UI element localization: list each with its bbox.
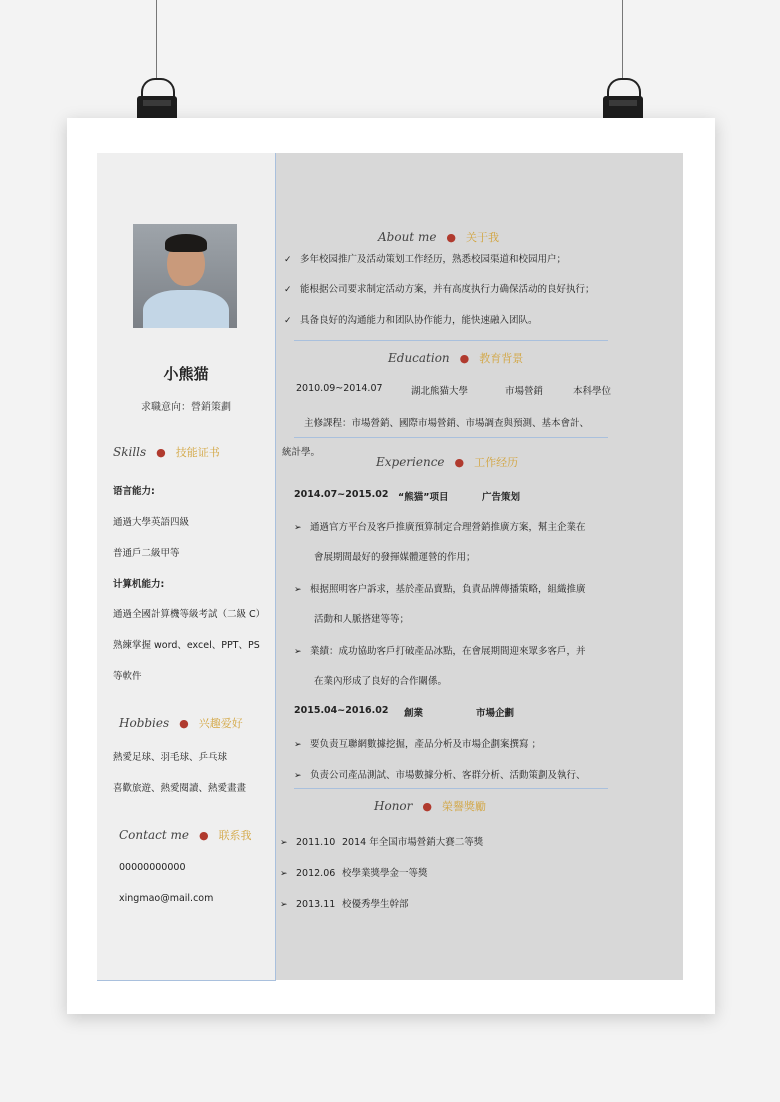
- about-item: ✓ 能根据公司要求制定活动方案，并有高度执行力确保活动的良好执行；: [284, 284, 595, 295]
- skill-item: 通過全國計算機等級考試（二級 C）: [113, 609, 266, 620]
- check-icon: ✓: [284, 255, 292, 265]
- binder-clip-left: [137, 0, 177, 135]
- job-company: 創業: [404, 708, 424, 719]
- skill-item: 语言能力:: [113, 486, 155, 497]
- section-title-en: About me: [378, 230, 437, 244]
- section-honor: [374, 798, 486, 814]
- arrow-icon: ➢: [294, 771, 302, 781]
- divider: [294, 437, 608, 438]
- section-title-cn: 关于我: [466, 231, 500, 244]
- arrow-icon: ➢: [294, 740, 302, 750]
- job-bullet-cont: 會展期間最好的發揮媒體運營的作用；: [314, 552, 476, 563]
- dot-icon: ●: [454, 455, 465, 469]
- job-role: 市場企劃: [476, 708, 515, 719]
- job-bullet: ➢ 根据照明客户訴求，基於產品賣點，負責品牌傳播策略，組織推廣: [294, 584, 586, 595]
- binder-clip-right: [603, 0, 643, 135]
- section-title-cn: 技能证书: [175, 446, 220, 459]
- honor-item: ➢ 2011.10 2014 年全国市場營銷大賽二等獎: [280, 837, 484, 848]
- check-icon: ✓: [284, 285, 292, 295]
- section-skills: [113, 444, 220, 460]
- right-column: [276, 153, 683, 980]
- arrow-icon: ➢: [280, 869, 288, 879]
- dot-icon: ●: [446, 230, 457, 244]
- dot-icon: ●: [459, 351, 470, 365]
- section-title-cn: 联系我: [218, 829, 252, 842]
- arrow-icon: ➢: [294, 647, 302, 657]
- job-company: “熊猫”项目: [398, 492, 449, 503]
- skill-item: 熟練掌握 word、excel、PPT、PS: [113, 640, 260, 651]
- honor-item: ➢ 2013.11 校優秀學生幹部: [280, 899, 409, 910]
- job-bullet: ➢ 要负责互聯網數據挖掘，產品分析及市場企劃案撰寫 ；: [294, 739, 542, 750]
- dot-icon: ●: [156, 445, 166, 459]
- person-name: 小熊猫: [163, 365, 209, 383]
- edu-period: 2010.09~2014.07: [296, 383, 383, 394]
- section-title-en: Education: [388, 351, 450, 365]
- job-bullet: ➢ 通過官方平台及客戶推廣預算制定合理營銷推廣方案，幫主企業在: [294, 522, 586, 533]
- arrow-icon: ➢: [280, 900, 288, 910]
- section-title-en: Skills: [113, 445, 147, 459]
- edu-school: 湖北熊猫大學: [411, 386, 469, 397]
- skill-item: 计算机能力:: [113, 579, 165, 590]
- contact-email: xingmao@mail.com: [119, 893, 214, 904]
- skill-item: 通過大學英語四級: [113, 517, 190, 528]
- dot-icon: ●: [179, 716, 189, 730]
- section-title-cn: 教育背景: [479, 352, 524, 365]
- skill-item: 等軟件: [113, 671, 142, 682]
- profile-photo: [133, 224, 237, 328]
- job-bullet-cont: 在業內形成了良好的合作關係。: [314, 676, 448, 687]
- section-title-cn: 榮譽獎勵: [442, 800, 486, 813]
- check-icon: ✓: [284, 316, 292, 326]
- section-title-cn: 工作经历: [474, 456, 519, 469]
- arrow-icon: ➢: [280, 838, 288, 848]
- section-title-en: Honor: [374, 799, 413, 813]
- divider: [294, 788, 608, 789]
- honor-item: ➢ 2012.06 校學業獎學金一等獎: [280, 868, 428, 879]
- contact-phone: 00000000000: [119, 862, 186, 873]
- section-title-en: Experience: [376, 455, 445, 469]
- divider: [294, 340, 608, 341]
- dot-icon: ●: [422, 799, 432, 813]
- job-bullet-cont: 活動和人脈搭建等等；: [314, 614, 410, 625]
- edu-major: 市場營銷: [505, 386, 544, 397]
- section-hobbies: [119, 715, 243, 731]
- job-period: 2014.07~2015.02: [294, 489, 389, 500]
- dot-icon: ●: [198, 828, 209, 842]
- edu-courses: 主修課程：市場營銷、國際市場營銷、市場調查與預測、基本會計、: [304, 418, 590, 429]
- edu-degree: 本科學位: [573, 386, 612, 397]
- hobby-item: 熱愛足球、羽毛球、乒乓球: [113, 752, 228, 763]
- skill-item: 普通戶二級甲等: [113, 548, 180, 559]
- section-title-en: Hobbies: [119, 716, 170, 730]
- job-intent: 求職意向：營銷策劃: [141, 402, 231, 413]
- section-title-en: Contact me: [119, 828, 189, 842]
- job-bullet: ➢ 業績：成功協助客戶打破產品冰點，在會展期間迎來眾多客戶，并: [294, 646, 586, 657]
- resume-sheet: [67, 118, 715, 1014]
- hobby-item: 喜歡旅遊、熱愛閱讀、熱愛畫畫: [113, 783, 247, 794]
- section-about: [378, 229, 499, 245]
- about-item: ✓ 具备良好的沟通能力和团队协作能力，能快速融入团队。: [284, 315, 538, 326]
- section-education: [388, 350, 523, 366]
- section-contact: [119, 827, 252, 843]
- arrow-icon: ➢: [294, 585, 302, 595]
- section-experience: [376, 454, 518, 470]
- job-bullet: ➢ 负责公司產品測試、市場數據分析、客群分析、活動策劃及執行、: [294, 770, 586, 781]
- section-title-cn: 兴趣爱好: [198, 717, 243, 730]
- job-role: 广告策划: [482, 492, 521, 503]
- edu-courses-cont: 統計學。: [282, 447, 321, 458]
- arrow-icon: ➢: [294, 523, 302, 533]
- job-period: 2015.04~2016.02: [294, 705, 389, 716]
- about-item: ✓ 多年校园推广及活动策划工作经历，熟悉校园渠道和校园用户；: [284, 254, 567, 265]
- left-column: [97, 153, 276, 981]
